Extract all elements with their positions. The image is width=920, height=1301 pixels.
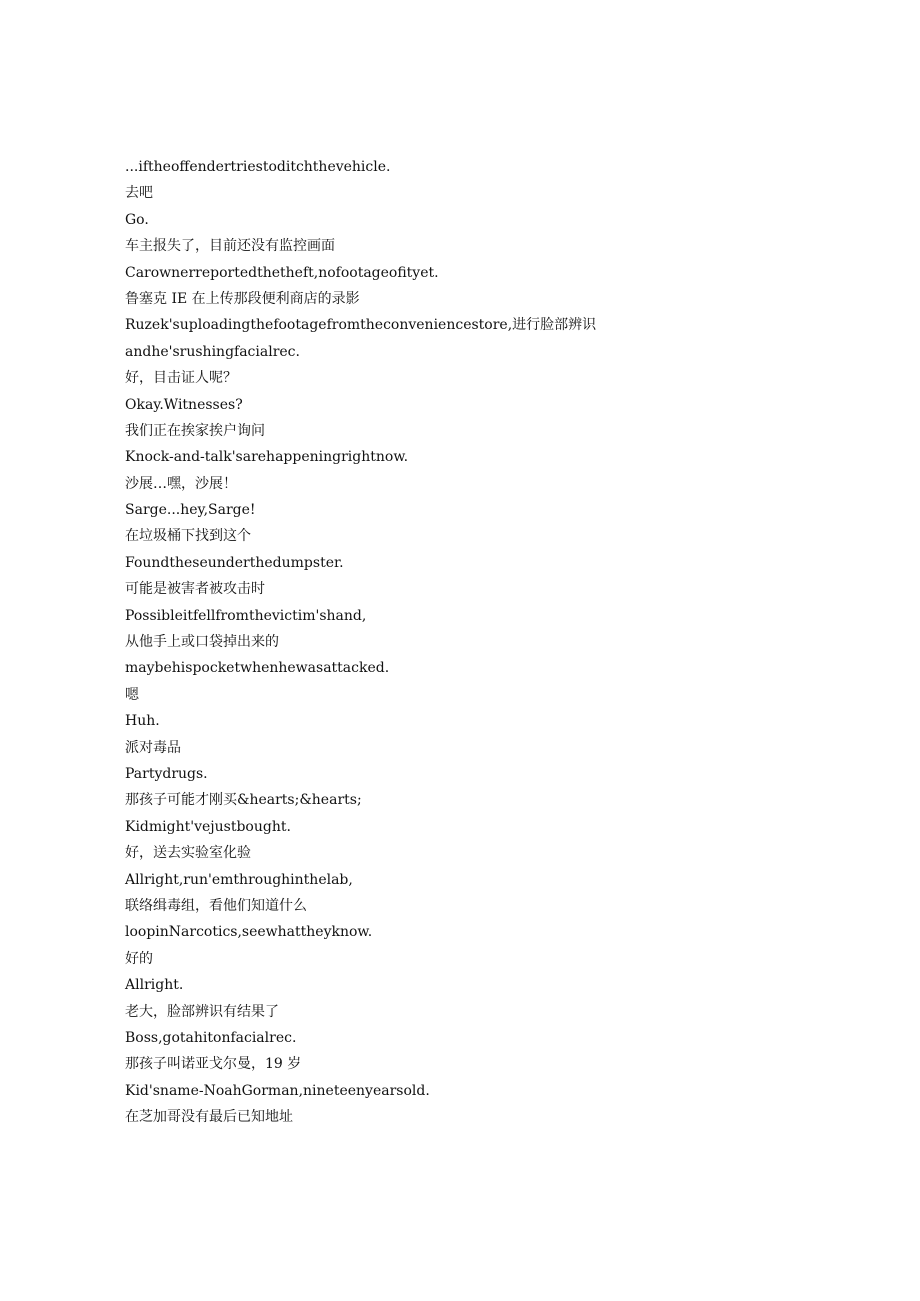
subtitle-line: Carownerreportedthetheft,nofootageofityet. [125, 264, 439, 281]
subtitle-line: Kid'sname-NoahGorman,nineteenyearsold. [125, 1082, 430, 1099]
subtitle-line: andhe'srushingfacialrec. [125, 343, 300, 360]
subtitle-line: 在垃圾桶下找到这个 [125, 528, 251, 545]
subtitle-line: Okay.Witnesses? [125, 396, 243, 413]
subtitle-lines [125, 156, 825, 1132]
subtitle-line: 在芝加哥没有最后已知地址 [125, 1109, 293, 1126]
subtitle-line: 沙展…嘿，沙展！ [125, 475, 237, 492]
subtitle-line: 我们正在挨家挨户询问 [125, 422, 265, 439]
subtitle-line: Sarge...hey,Sarge! [125, 502, 256, 519]
subtitle-line: Boss,gotahitonfacialrec. [125, 1029, 297, 1046]
subtitle-line: Knock-and-talk'sarehappeningrightnow. [125, 449, 409, 466]
subtitle-line: 联络缉毒组，看他们知道什么 [125, 897, 307, 914]
subtitle-line: Go. [125, 211, 149, 228]
subtitle-line: 那孩子可能才刚买&hearts;&hearts; [125, 792, 362, 809]
subtitle-line: Kidmight'vejustbought. [125, 818, 291, 835]
subtitle-line: 车主报失了，目前还没有监控画面 [125, 238, 335, 255]
subtitle-line: Huh. [125, 713, 160, 730]
subtitle-line: Allright,run'emthroughinthelab, [125, 871, 353, 888]
subtitle-line: 好的 [125, 950, 153, 967]
subtitle-line: Ruzek'suploadingthefootagefromtheconveniencestore,进行脸部辨识 [125, 317, 597, 334]
subtitle-line: Allright. [125, 977, 184, 994]
subtitle-line: 老大，脸部辨识有结果了 [125, 1003, 279, 1020]
subtitle-line: maybehispocketwhenhewasattacked. [125, 660, 390, 677]
subtitle-line: 派对毒品 [125, 739, 181, 756]
subtitle-line: 去吧 [125, 185, 153, 202]
subtitle-line: 嗯 [125, 686, 139, 703]
subtitle-line: 好，送去实验室化验 [125, 845, 251, 862]
subtitle-line: Foundtheseunderthedumpster. [125, 554, 344, 571]
subtitle-line: Possibleitfellfromthevictim'shand, [125, 607, 367, 624]
subtitle-line: 那孩子叫诺亚戈尔曼，19 岁 [125, 1056, 302, 1073]
subtitle-line: 可能是被害者被攻击时 [125, 581, 265, 598]
subtitle-line: 从他手上或口袋掉出来的 [125, 634, 279, 651]
subtitle-line: Partydrugs. [125, 765, 208, 782]
subtitle-line: 鲁塞克 IE 在上传那段便利商店的录影 [125, 290, 360, 307]
subtitle-line: loopinNarcotics,seewhattheyknow. [125, 924, 373, 941]
subtitle-line: ...iftheoffendertriestoditchthevehicle. [125, 159, 391, 175]
subtitle-line: 好，目击证人呢？ [125, 370, 237, 387]
